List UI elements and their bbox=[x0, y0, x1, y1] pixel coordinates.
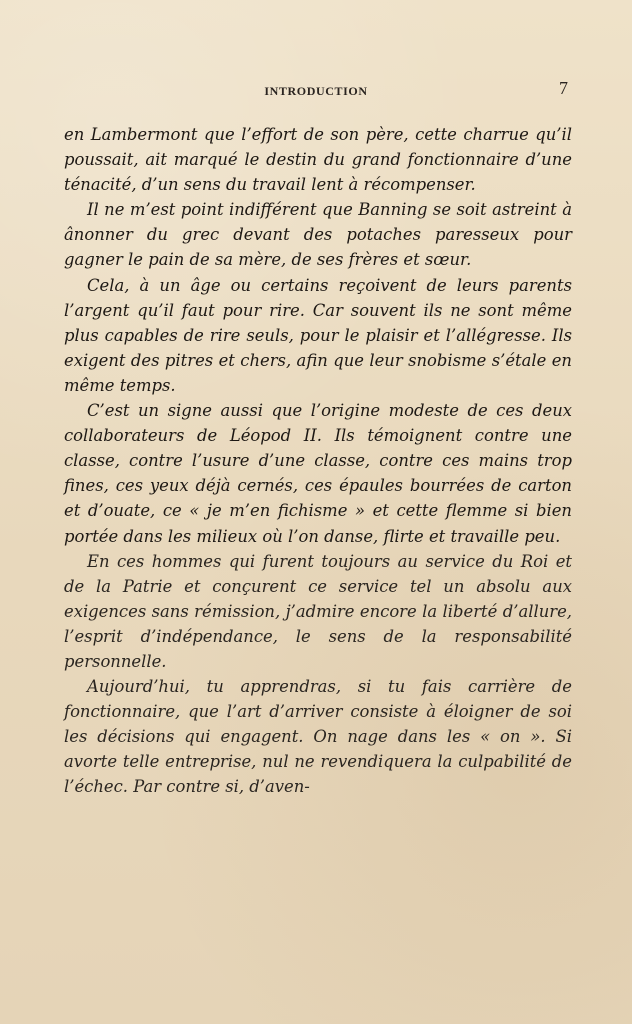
running-head: INTRODUCTION bbox=[264, 84, 368, 98]
paragraph-6: Aujourd’hui, tu apprendras, si tu fais carrière de fonctionnaire, que l’art d’arriver consiste à éloigner de soi les décisions qui engagent. On nage dans les « on ». Si avorte telle entreprise, nul ne revendiquera la culpabilité de l’échec. Par contre si, d’aven- bbox=[64, 677, 572, 797]
paragraph-3: Cela, à un âge ou certains reçoivent de leurs parents l’argent qu’il faut pour rire. Car souvent ils ne sont même plus capables de rire seuls, pour le plaisir et l’allégresse. Ils exigent des pitres et chers, afin que leur snobisme s’étale en même temps. bbox=[64, 275, 572, 395]
paragraph-1: en Lambermont que l’effort de son père, cette charrue qu’il poussait, ait marqué le destin du grand fonctionnaire d’une ténacité, d’un sens du travail lent à récompenser. bbox=[64, 125, 572, 195]
paragraph-2: Il ne m’est point indifférent que Banning se soit astreint à ânonner du grec devant des potaches paresseux pour gagner le pain de sa mère, de ses frères et sœur. bbox=[64, 200, 572, 270]
page-number: 7 bbox=[559, 78, 568, 98]
paragraph-5: En ces hommes qui furent toujours au service du Roi et de la Patrie et conçurent ce service tel un absolu aux exigences sans rémission, j’admire encore la liberté d’allure, l’esprit d’indépendance, le sens de la responsabilité personnelle. bbox=[64, 551, 572, 671]
body-text bbox=[64, 122, 572, 800]
paragraph-4: C’est un signe aussi que l’origine modeste de ces deux collaborateurs de Léopod II. Ils témoignent contre une classe, contre l’usure d’une classe, contre ces mains trop fines, ces yeux déjà cernés, ces épaules bourrées de carton et d’ouate, ce « je m’en fichisme » et cette flemme si bien portée dans les milieux où l’on danse, flirte et travaille peu. bbox=[64, 401, 572, 546]
